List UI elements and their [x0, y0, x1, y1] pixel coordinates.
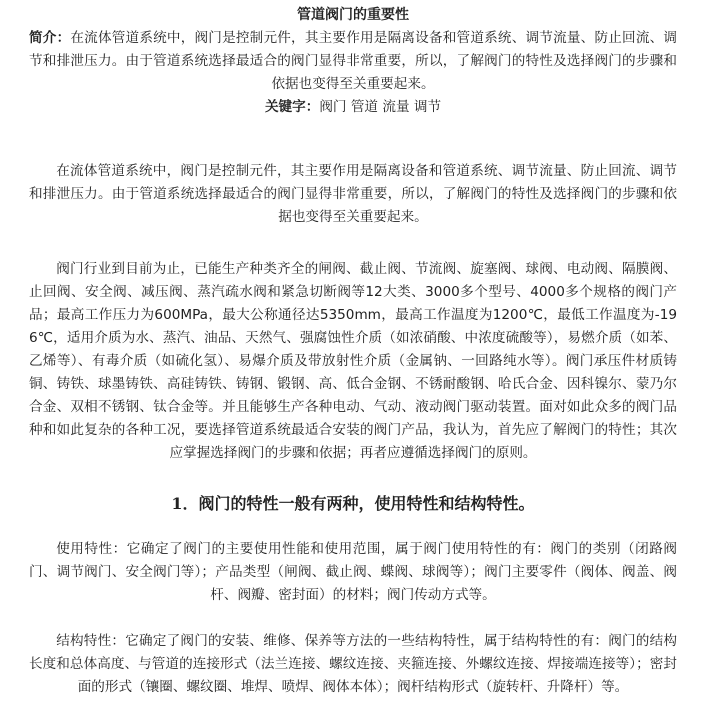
summary-label: 简介： [29, 30, 71, 46]
keywords-label: 关键字： [264, 99, 320, 115]
paragraph-structure-characteristics: 结构特性：它确定了阀门的安装、维修、保养等方法的一些结构特性，属于结构特性的有：阀门的结构长度和总体高度、与管道的连接形式（法兰连接、螺纹连接、夹箍连接、外螺纹连接、焊接端连接等）；密封面的形式（镶圈、螺纹圈、堆焊、喷焊、阀体本体）；阀杆结构形式（旋转杆、升降杆）等。 [29, 633, 677, 695]
article-title: 管道阀门的重要性 [297, 7, 409, 23]
paragraph-industry: 阀门行业到目前为止，已能生产种类齐全的闸阀、截止阀、节流阀、旋塞阀、球阀、电动阀、隔膜阀、止回阀、安全阀、减压阀、蒸汽疏水阀和紧急切断阀等12大类、3000多个型号、4000多个规格的阀门产品；最高工作压力为600MPa，最大公称通径达5350mm，最高工作温度为1200℃，最低工作温度为-196℃，适用介质为水、蒸汽、油品、天然气、强腐蚀性介质（如浓硝酸、中浓度硫酸等），易燃介质（如苯、乙烯等）、有毒介质（如硫化氢）、易爆介质及带放射性介质（金属钠、一回路纯水等）。阀门承压件材质铸铜、铸铁、球墨铸铁、高硅铸铁、铸钢、锻钢、高、低合金钢、不锈耐酸钢、哈氏合金、因科镍尔、蒙乃尔合金、双相不锈钢、钛合金等。并且能够生产各种电动、气动、液动阀门驱动装置。面对如此众多的阀门品种和如此复杂的各种工况，要选择管道系统最适合安装的阀门产品，我认为，首先应了解阀门的特性；其次应掌握选择阀门的步骤和依据；再者应遵循选择阀门的原则。 [29, 261, 677, 461]
summary-text: 在流体管道系统中，阀门是控制元件，其主要作用是隔离设备和管道系统、调节流量、防止回流、调节和排泄压力。由于管道系统选择最适合的阀门显得非常重要，所以，了解阀门的特性及选择阀门的步骤和依据也变得至关重要起来。 [29, 30, 677, 92]
keywords-text: 阀门 管道 流量 调节 [319, 99, 442, 115]
section-heading: 1．阀门的特性一般有两种，使用特性和结构特性。 [171, 494, 535, 513]
summary [29, 27, 677, 96]
paragraph-intro: 在流体管道系统中，阀门是控制元件，其主要作用是隔离设备和管道系统、调节流量、防止回流、调节和排泄压力。由于管道系统选择最适合的阀门显得非常重要，所以，了解阀门的特性及选择阀门的步骤和依据也变得至关重要起来。 [29, 163, 677, 225]
keywords [0, 97, 706, 117]
paragraph-usage-characteristics: 使用特性：它确定了阀门的主要使用性能和使用范围，属于阀门使用特性的有：阀门的类别（闭路阀门、调节阀门、安全阀门等）；产品类型（闸阀、截止阀、蝶阀、球阀等）；阀门主要零件（阀体、阀盖、阀杆、阀瓣、密封面）的材料；阀门传动方式等。 [29, 541, 677, 603]
